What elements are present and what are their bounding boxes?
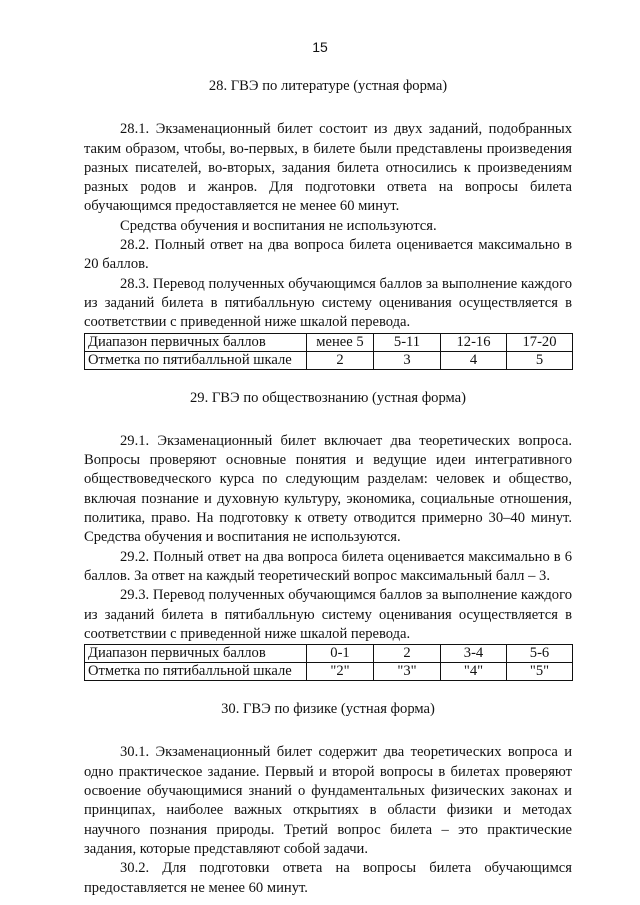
section-social-studies [84, 389, 572, 682]
table-cell: "3" [374, 663, 441, 681]
table-cell: 0-1 [307, 645, 374, 663]
section-heading: 28. ГВЭ по литературе (устная форма) [208, 78, 448, 94]
table-cell: 5-6 [507, 645, 573, 663]
table-cell: "5" [507, 663, 573, 681]
section-literature [84, 77, 572, 370]
paragraph: Средства обучения и воспитания не используются. [120, 217, 437, 234]
paragraph: 30.2. Для подготовки ответа на вопросы билета обучающимся предоставляется не менее 60 минут. [84, 860, 572, 896]
table-cell: 2 [307, 351, 374, 369]
table-cell: 12-16 [441, 333, 507, 351]
table-cell: менее 5 [307, 333, 374, 351]
grade-conversion-table [84, 333, 573, 370]
table-cell: 17-20 [507, 333, 573, 351]
table-cell: Диапазон первичных баллов [85, 333, 307, 351]
table-row [85, 663, 573, 681]
section-heading: 29. ГВЭ по обществознанию (устная форма) [189, 389, 467, 406]
table-cell: 5 [507, 351, 573, 369]
table-row [85, 351, 573, 369]
table-cell: Отметка по пятибалльной шкале [85, 663, 307, 681]
paragraph: 28.3. Перевод полученных обучающимся баллов за выполнение каждого из заданий билета в пятибалльную систему оценивания осуществляется в соответствии с приведенной ниже шкалой перевода. [84, 275, 572, 331]
table-cell: 2 [374, 645, 441, 663]
table-cell: "4" [441, 663, 507, 681]
table-cell: Отметка по пятибалльной шкале [85, 351, 307, 369]
page-content [84, 77, 572, 898]
page-number: 15 [312, 39, 328, 55]
table-row [85, 645, 573, 663]
table-cell: Диапазон первичных баллов [85, 645, 307, 663]
table-cell: 3 [374, 351, 441, 369]
paragraph: 29.3. Перевод полученных обучающимся баллов за выполнение каждого из заданий билета в пятибалльную систему оценивания осуществляется в соответствии с приведенной ниже шкалой перевода. [84, 587, 572, 642]
section-heading: 30. ГВЭ по физике (устная форма) [221, 701, 435, 718]
paragraph: 28.2. Полный ответ на два вопроса билета оценивается максимально в 20 баллов. [84, 237, 572, 273]
table-cell: "2" [307, 663, 374, 681]
grade-conversion-table [84, 644, 573, 681]
paragraph: 29.2. Полный ответ на два вопроса билета оценивается максимально в 6 баллов. За ответ на каждый теоретический вопрос максимальный балл – 3. [84, 548, 572, 584]
section-physics [84, 700, 572, 898]
table-cell: 4 [441, 351, 507, 369]
table-row [85, 333, 573, 351]
table-cell: 5-11 [374, 333, 441, 351]
paragraph: 29.1. Экзаменационный билет включает два теоретических вопроса. Вопросы проверяют основные понятия и ведущие идеи интегративного обществоведческого курса по следующим разделам: человек и общество, включая познание и духовную культуру, экономика, социальные отношения, политика, право. На подготовку к ответу отводится примерно 30–40 минут. Средства обучения и воспитания не используются. [84, 432, 572, 546]
paragraph: 28.1. Экзаменационный билет состоит из двух заданий, подобранных таким образом, чтобы, во-первых, в билете были представлены произведения разных писателей, во-вторых, задания билета относились к произведениям разных родов и жанров. Для подготовки ответа на вопросы билета обучающимся предоставляется не менее 60 минут. [84, 121, 572, 215]
paragraph: 30.1. Экзаменационный билет содержит два теоретических вопроса и одно практическое задание. Первый и второй вопросы в билетах проверяют освоение обучающимися знаний о фундаментальных физических законах и принципах, наиболее важных открытиях в области физики и методах научного познания природы. Третий вопрос билета – это практические задания, которые представляют собой задачи. [84, 744, 572, 857]
table-cell: 3-4 [441, 645, 507, 663]
